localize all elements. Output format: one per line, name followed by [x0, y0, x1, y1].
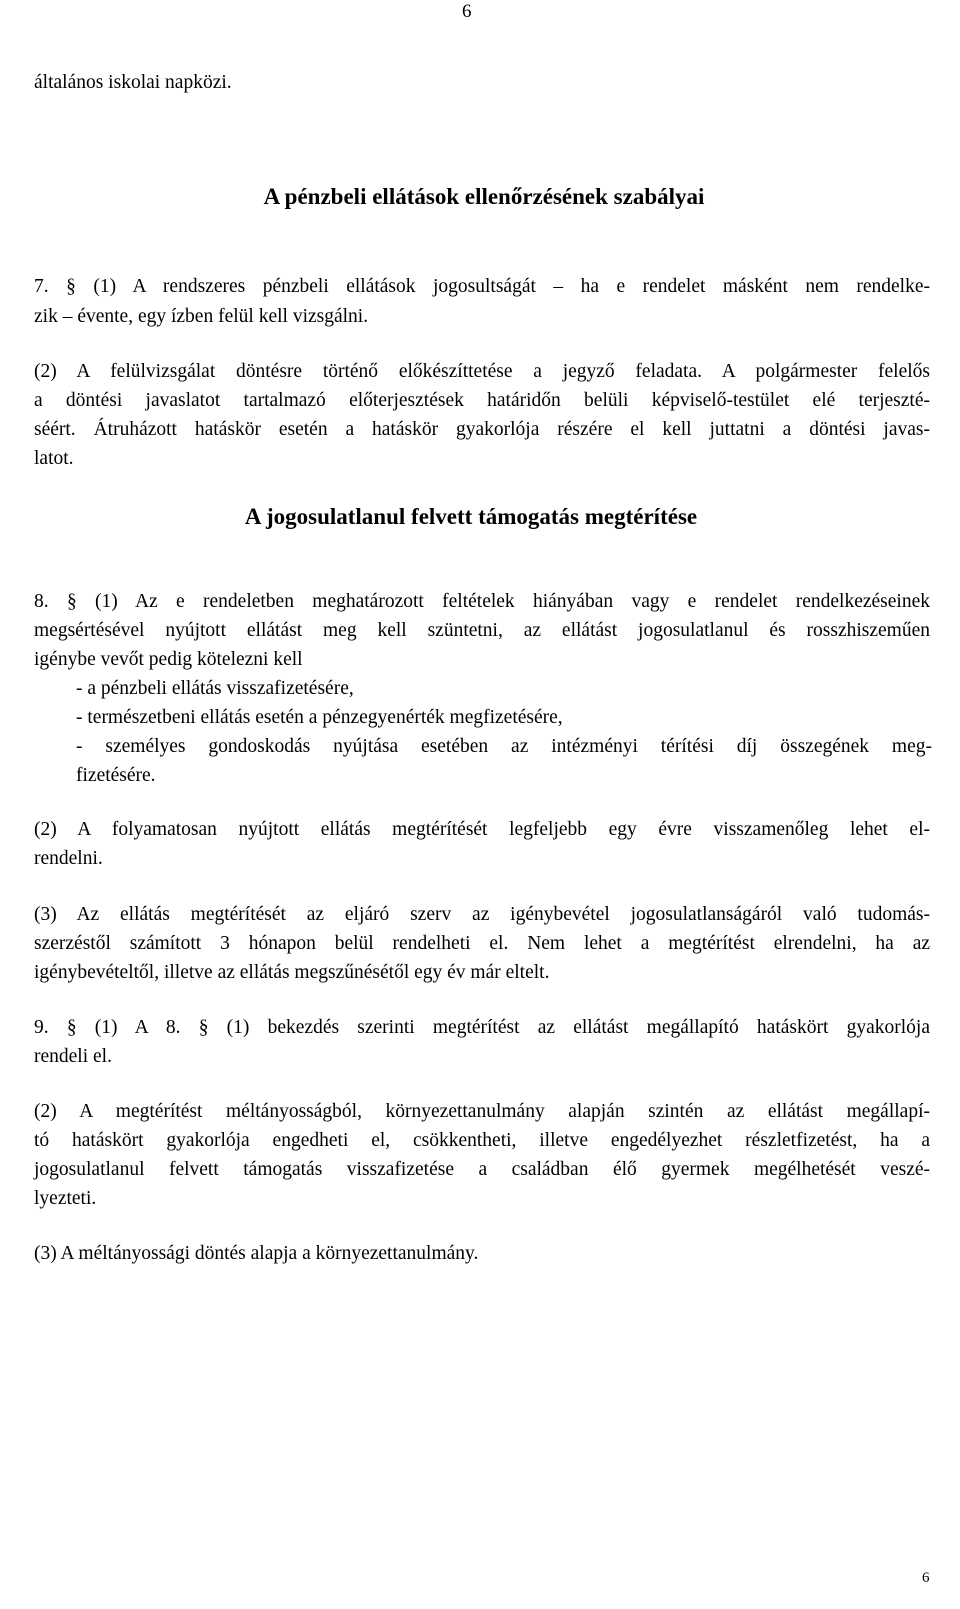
text-line: lyezteti. — [34, 1188, 97, 1209]
text-line: latot. — [34, 448, 74, 469]
text-line: tó hatáskört gyakorlója engedheti el, csökkentheti, illetve engedélyezhet részletfizetést, ha a — [34, 1130, 930, 1151]
page-number-bottom: 6 — [922, 1570, 930, 1586]
text-line: megsértésével nyújtott ellátást meg kell szüntetni, az ellátást jogosulatlanul és rosszhiszeműen — [34, 620, 930, 641]
text-line: 8. § (1) Az e rendeletben meghatározott feltételek hiányában vagy e rendelet rendelkezéseinek — [34, 591, 930, 612]
text-line: (2) A felülvizsgálat döntésre történő előkészíttetése a jegyző feladata. A polgármester felelős — [34, 361, 930, 382]
text-line: (2) A folyamatosan nyújtott ellátás megtérítését legfeljebb egy évre visszamenőleg lehet el- — [34, 819, 930, 840]
text-line: (3) Az ellátás megtérítését az eljáró szerv az igénybevétel jogosulatlanságáról való tudomás- — [34, 904, 930, 925]
text-line: 7. § (1) A rendszeres pénzbeli ellátások jogosultságát – ha e rendelet másként nem rendelke- — [34, 276, 930, 297]
text-line: szerzéstől számított 3 hónapon belül rendelheti el. Nem lehet a megtérítést elrendelni, ha az — [34, 933, 930, 954]
list-item: - természetbeni ellátás esetén a pénzegyenérték megfizetésére, — [76, 707, 563, 728]
text-line: általános iskolai napközi. — [34, 72, 232, 93]
section-heading: A pénzbeli ellátások ellenőrzésének szabályai — [263, 184, 705, 209]
text-line: a döntési javaslatot tartalmazó előterjesztések határidőn belüli képviselő-testület elé terjeszté- — [34, 390, 930, 411]
list-item: fizetésére. — [76, 765, 156, 786]
text-line: jogosulatlanul felvett támogatás visszafizetése a családban élő gyermek megélhetését veszé- — [34, 1159, 930, 1180]
text-line: rendeli el. — [34, 1046, 112, 1067]
text-line: 9. § (1) A 8. § (1) bekezdés szerinti megtérítést az ellátást megállapító hatáskört gyakorlója — [34, 1017, 930, 1038]
section-heading: A jogosulatlanul felvett támogatás megtérítése — [244, 504, 698, 529]
page-number-top: 6 — [462, 1, 472, 22]
text-line: rendelni. — [34, 848, 103, 869]
text-line: séért. Átruházott hatáskör esetén a hatáskör gyakorlója részére el kell juttatni a döntési javas- — [34, 419, 930, 440]
text-line: zik – évente, egy ízben felül kell vizsgálni. — [34, 306, 369, 327]
list-item: - a pénzbeli ellátás visszafizetésére, — [76, 678, 354, 699]
text-line: igénybe vevőt pedig kötelezni kell — [34, 649, 303, 670]
list-item: - személyes gondoskodás nyújtása esetében az intézményi térítési díj összegének meg- — [76, 736, 932, 757]
text-line: igénybevételtől, illetve az ellátás megszűnésétől egy év már eltelt. — [34, 962, 550, 983]
text-line: (3) A méltányossági döntés alapja a környezettanulmány. — [34, 1243, 479, 1264]
text-line: (2) A megtérítést méltányosságból, környezettanulmány alapján szintén az ellátást megállapí- — [34, 1101, 930, 1122]
